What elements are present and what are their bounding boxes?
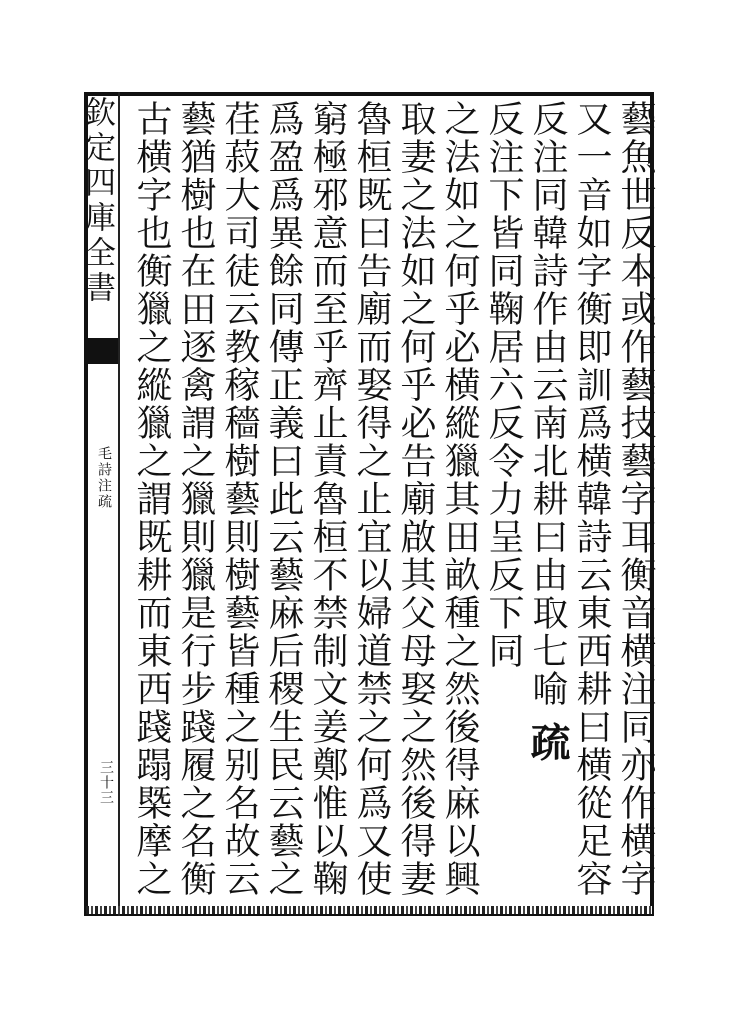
- text-column: 荏菽大司徒云教稼穡樹藝則樹藝皆種之别名故云: [219, 100, 260, 898]
- text-column: 爲盈爲異餘同傳正義曰此云藝麻后稷生民云藝之: [263, 100, 304, 898]
- text-column: 之法如之何乎必横縱獵其田畝種之然後得麻以興: [439, 100, 480, 898]
- text-column: 反注下皆同鞠居六反令力呈反下同: [483, 100, 524, 670]
- spine-title: 欽定四庫全書: [79, 96, 115, 306]
- fish-tail-mark: [84, 338, 118, 364]
- text-column: 又一音如字衡即訓爲横韓詩云東西耕曰横從足容: [571, 100, 612, 898]
- page-number: 三十三: [98, 760, 114, 805]
- bottom-border: [86, 906, 652, 914]
- text-run: 反注同韓詩作由云南北耕曰由取七喻: [527, 100, 568, 708]
- text-column: [524, 100, 570, 763]
- shu-marker: 疏: [524, 721, 571, 764]
- text-column: 取妻之法如之何乎必告廟啟其父母娶之然後得妻: [395, 100, 436, 898]
- spine-subtitle: 毛詩注疏: [96, 446, 112, 510]
- text-column: 藝猶樹也在田逐禽謂之獵則獵是行步踐履之名衡: [175, 100, 216, 898]
- text-column: 魯桓既曰告廟而娶得之止宜以婦道禁之何爲又使: [351, 100, 392, 898]
- text-column: 古横字也衡獵之縱獵之謂既耕而東西踐蹋槩摩之: [131, 100, 172, 898]
- text-column: 窮極邪意而至乎齊止責魯桓不禁制文姜鄭惟以鞠: [307, 100, 348, 898]
- text-column: 藝魚世反本或作藝技藝字耳衡音横注同亦作横字: [615, 100, 656, 898]
